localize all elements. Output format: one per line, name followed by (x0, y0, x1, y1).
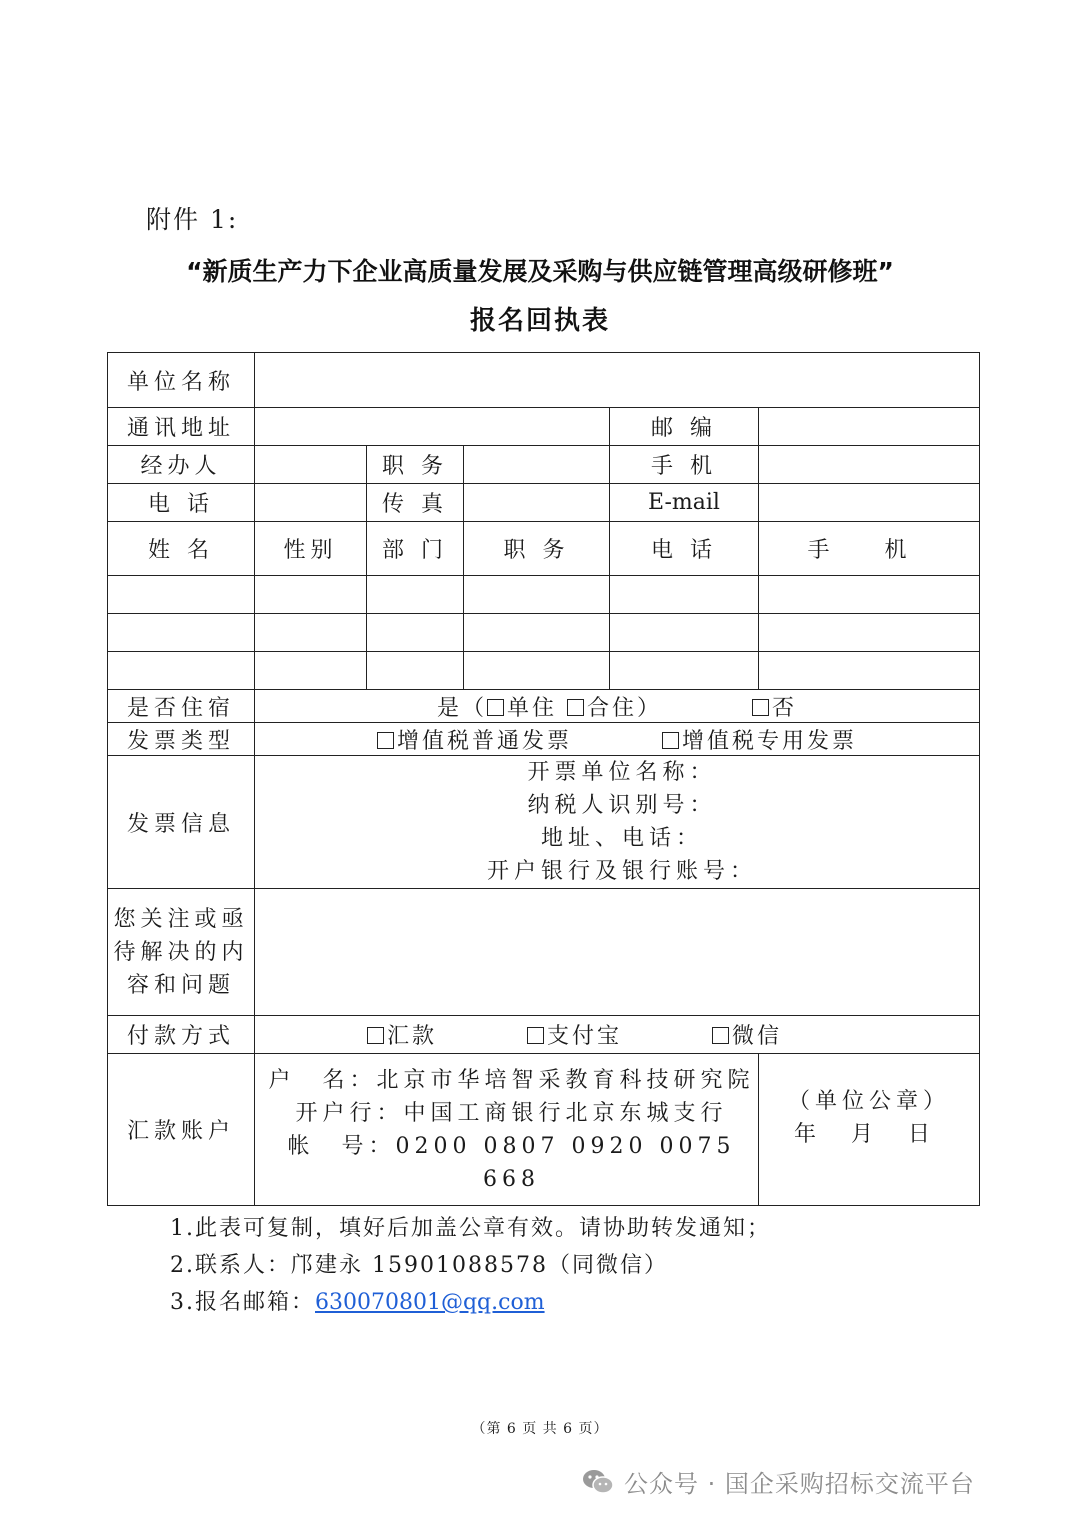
participant-row (108, 652, 980, 690)
participant-cell[interactable] (367, 614, 464, 652)
participant-cell[interactable] (464, 576, 610, 614)
invoice-info-fields[interactable] (255, 756, 980, 889)
no-lodging-checkbox[interactable] (752, 699, 769, 716)
lodging-label: 是否住宿 (108, 690, 255, 723)
handler-field[interactable] (255, 446, 367, 484)
unit-name-label: 单位名称 (108, 353, 255, 408)
email-link[interactable]: 630070801@qq.com (315, 1290, 545, 1315)
concerns-field[interactable] (255, 889, 980, 1016)
participant-cell[interactable] (367, 576, 464, 614)
concerns-label-line: 您关注或亟 (113, 906, 249, 932)
concerns-label-line: 待解决的内 (113, 939, 249, 965)
shared-room-label: 合住） (587, 695, 663, 721)
row-contact (108, 484, 980, 522)
participant-cell[interactable] (759, 652, 980, 690)
concerns-label-line: 容和问题 (126, 972, 235, 998)
bank-account-line: 开户银行及银行账号： (487, 859, 758, 884)
single-room-checkbox[interactable] (487, 699, 504, 716)
invoice-info-label: 发票信息 (108, 756, 255, 889)
remit-checkbox[interactable] (367, 1027, 384, 1044)
note-email (170, 1284, 771, 1321)
remit-label: 汇款 (387, 1024, 438, 1049)
taxpayer-id-line: 纳税人识别号： (527, 793, 717, 818)
row-invoice-type (108, 723, 980, 756)
row-account (108, 1054, 980, 1206)
special-invoice-checkbox[interactable] (662, 732, 679, 749)
address-label: 通讯地址 (108, 408, 255, 446)
participant-header-row (108, 522, 980, 576)
participant-cell[interactable] (464, 652, 610, 690)
account-details (255, 1054, 759, 1206)
note-copy: 1.此表可复制，填好后加盖公章有效。请协助转发通知； (170, 1216, 771, 1241)
row-lodging (108, 690, 980, 723)
participant-row (108, 614, 980, 652)
wechat-icon (582, 1468, 614, 1496)
participant-cell[interactable] (610, 614, 759, 652)
account-number-line: 帐 号：0200 0807 0920 0075 668 (287, 1133, 736, 1192)
page-footer: （第 6 页 共 6 页） (471, 1421, 609, 1437)
participant-cell[interactable] (464, 614, 610, 652)
no-lodging-label: 否 (772, 695, 798, 721)
invoice-type-options (255, 723, 980, 756)
notes (170, 1210, 771, 1321)
unit-name-field[interactable] (255, 353, 980, 408)
header-phone: 电 话 (610, 522, 759, 576)
normal-invoice-checkbox[interactable] (377, 732, 394, 749)
header-mobile: 手 机 (759, 522, 980, 576)
row-address (108, 408, 980, 446)
handler-label: 经办人 (108, 446, 255, 484)
payment-options (255, 1016, 980, 1054)
shared-room-checkbox[interactable] (567, 699, 584, 716)
email-field[interactable] (759, 484, 980, 522)
handler-mobile-field[interactable] (759, 446, 980, 484)
row-unit-name (108, 353, 980, 408)
participant-cell[interactable] (108, 614, 255, 652)
handler-position-field[interactable] (464, 446, 610, 484)
header-gender: 性别 (255, 522, 367, 576)
row-payment (108, 1016, 980, 1054)
seal-area (759, 1054, 980, 1206)
registration-form (107, 352, 980, 1206)
note-email-prefix: 3.报名邮箱： (170, 1290, 315, 1315)
email-label: E-mail (610, 484, 759, 522)
wechat-checkbox[interactable] (712, 1027, 729, 1044)
participant-row (108, 576, 980, 614)
participant-cell[interactable] (108, 652, 255, 690)
alipay-checkbox[interactable] (527, 1027, 544, 1044)
handler-position-label: 职 务 (367, 446, 464, 484)
participant-cell[interactable] (610, 576, 759, 614)
concerns-label (108, 889, 255, 1016)
account-bank-line: 开户行：中国工商银行北京东城支行 (295, 1100, 728, 1126)
participant-cell[interactable] (255, 652, 367, 690)
page-subtitle: 报名回执表 (469, 306, 610, 336)
page-title: “新质生产力下企业高质量发展及采购与供应链管理高级研修班” (186, 257, 894, 286)
participant-cell[interactable] (759, 576, 980, 614)
watermark-text: 公众号 · 国企采购招标交流平台 (624, 1470, 975, 1498)
header-name: 姓 名 (108, 522, 255, 576)
phone-label: 电 话 (108, 484, 255, 522)
participant-cell[interactable] (108, 576, 255, 614)
participant-cell[interactable] (610, 652, 759, 690)
phone-field[interactable] (255, 484, 367, 522)
note-contact: 2.联系人：邝建永 15901088578（同微信） (170, 1253, 668, 1278)
seal-label: （单位公章） (788, 1088, 951, 1114)
attachment-label: 附件 1: (146, 205, 239, 234)
participant-cell[interactable] (367, 652, 464, 690)
lodging-options (255, 690, 980, 723)
row-handler (108, 446, 980, 484)
invoice-type-label: 发票类型 (108, 723, 255, 756)
address-phone-line: 地址、电话： (541, 826, 704, 851)
handler-mobile-label: 手 机 (610, 446, 759, 484)
normal-invoice-label: 增值税普通发票 (397, 728, 573, 754)
invoice-company-line: 开票单位名称： (527, 760, 717, 785)
address-field[interactable] (255, 408, 610, 446)
lodging-yes-label: 是（ (437, 695, 488, 721)
participant-cell[interactable] (255, 614, 367, 652)
account-name-line: 户 名：北京市华培智采教育科技研究院 (268, 1067, 755, 1093)
postcode-field[interactable] (759, 408, 980, 446)
single-room-label: 单住 (507, 695, 558, 721)
seal-date: 年 月 日 (794, 1121, 945, 1147)
watermark (582, 1464, 975, 1499)
special-invoice-label: 增值税专用发票 (682, 728, 858, 754)
row-invoice-info (108, 756, 980, 889)
fax-field[interactable] (464, 484, 610, 522)
wechat-label: 微信 (732, 1024, 783, 1049)
payment-label: 付款方式 (108, 1016, 255, 1054)
participant-cell[interactable] (255, 576, 367, 614)
fax-label: 传 真 (367, 484, 464, 522)
postcode-label: 邮 编 (610, 408, 759, 446)
header-department: 部 门 (367, 522, 464, 576)
alipay-label: 支付宝 (547, 1024, 623, 1049)
participant-cell[interactable] (759, 614, 980, 652)
row-concerns (108, 889, 980, 1016)
account-label: 汇款账户 (108, 1054, 255, 1206)
header-position: 职 务 (464, 522, 610, 576)
